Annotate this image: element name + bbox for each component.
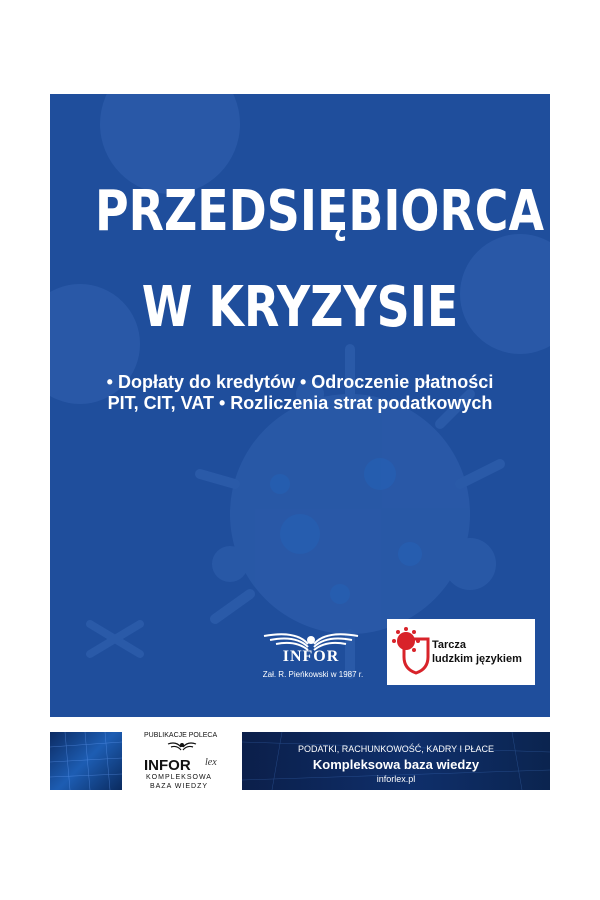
inforlex-brand-suffix: lex	[205, 757, 217, 768]
tarcza-badge-text	[432, 638, 532, 666]
inforlex-brand: INFOR	[144, 757, 191, 774]
footer-tagline: Kompleksowa baza wiedzy	[312, 757, 480, 772]
footer-categories: PODATKI, RACHUNKOWOŚĆ, KADRY I PŁACE	[297, 744, 495, 754]
grid-pattern-decoration	[50, 732, 122, 790]
shield-virus-icon	[392, 627, 432, 675]
cover-subtitle-line1: • Dopłaty do kredytów • Odroczenie płatności	[106, 372, 494, 392]
inforlex-sub-line1: KOMPLEKSOWA	[146, 774, 212, 781]
footer-right-banner	[242, 732, 550, 790]
tarcza-badge-line2: ludzkim językiem	[432, 653, 522, 665]
infor-wordmark: INFOR	[282, 648, 340, 665]
recommend-label: PUBLIKACJE POLECA	[144, 732, 218, 739]
infor-founding-note: Zał. R. Pieńkowski w 1987 r.	[262, 670, 364, 679]
footer-left-banner	[50, 732, 122, 790]
inforlex-sub-line2: BAZA WIEDZY	[149, 783, 209, 790]
book-cover	[50, 94, 550, 717]
cover-subtitle-line2: PIT, CIT, VAT • Rozliczenia strat podatkowych	[107, 393, 493, 413]
footer-url: inforlex.pl	[376, 774, 416, 784]
tarcza-badge-line1: Tarcza	[432, 639, 467, 651]
tarcza-badge	[387, 619, 535, 685]
cover-title-line2: W KRYZYSIE	[141, 275, 459, 340]
cover-title-line1: PRZEDSIĘBIORCA	[95, 179, 545, 244]
infor-small-wings-icon	[166, 740, 198, 756]
